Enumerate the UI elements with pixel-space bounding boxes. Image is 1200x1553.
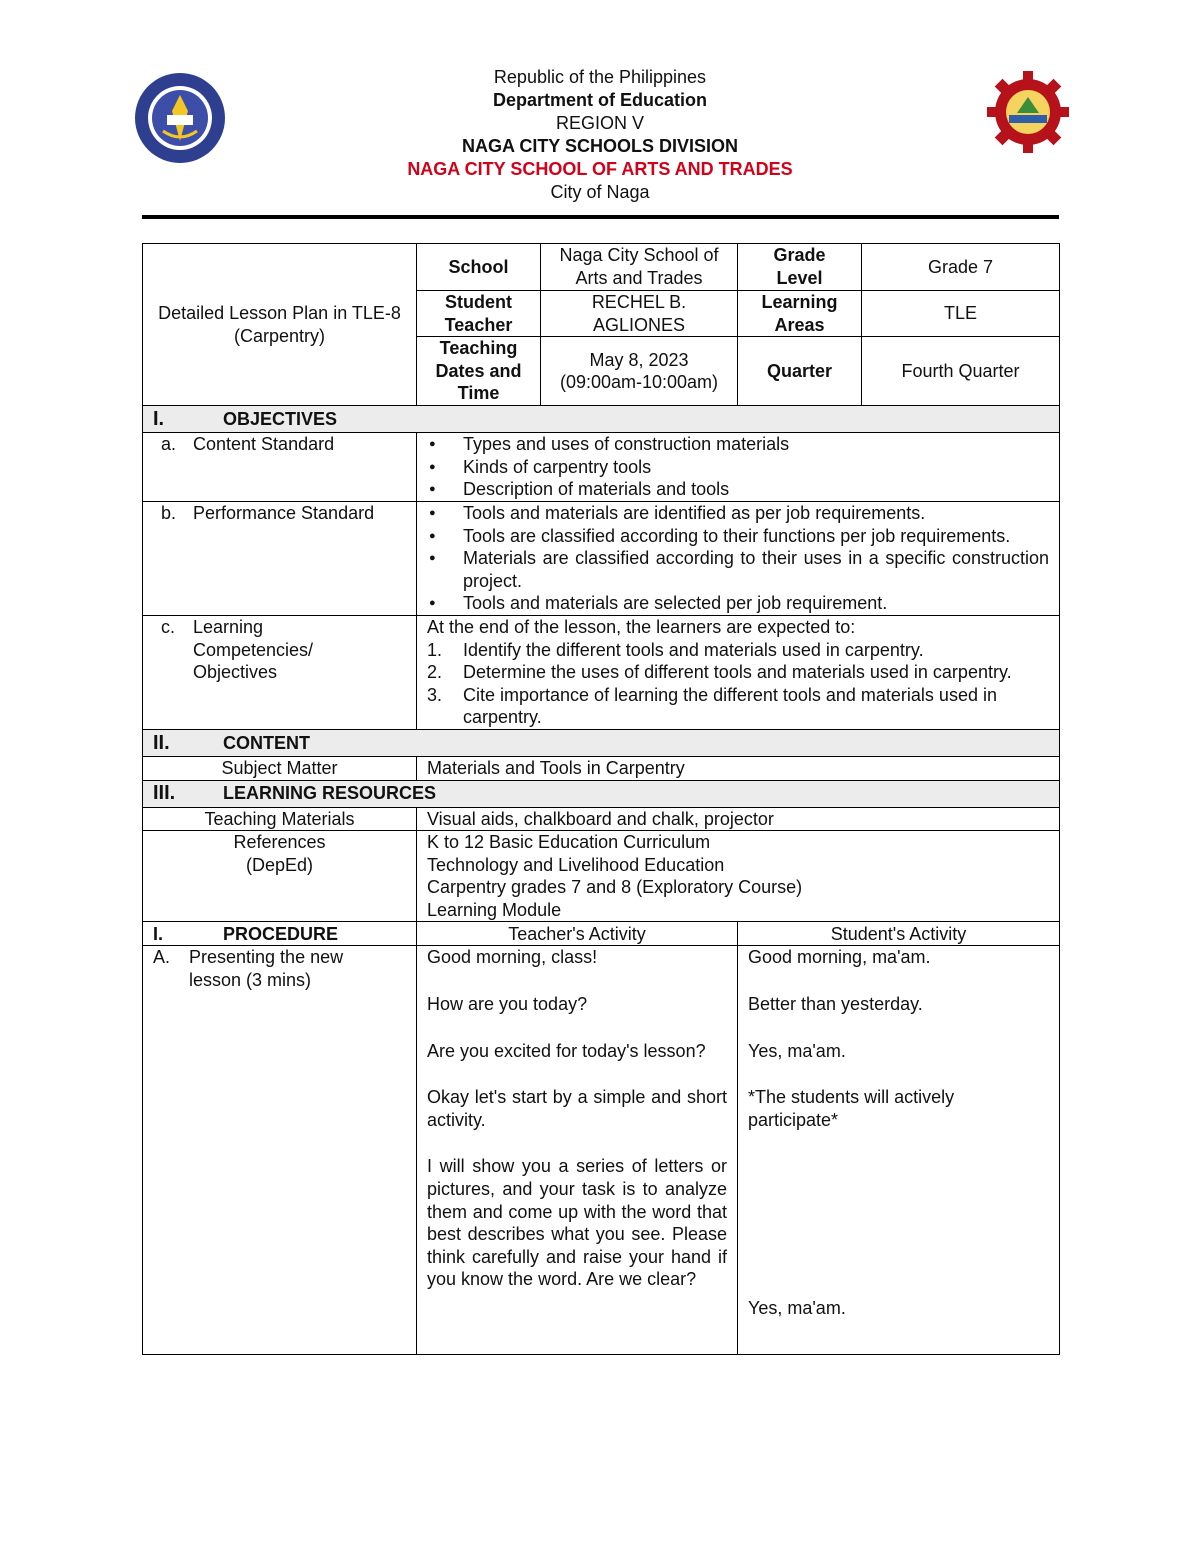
list-item: K to 12 Basic Education Curriculum [427, 832, 711, 853]
section-content [143, 729, 1060, 756]
content-standard-label [143, 433, 417, 502]
grade-value: Grade 7 [862, 244, 1060, 291]
header-department: Department of Education [492, 90, 707, 110]
quarter-label: Quarter [738, 337, 862, 406]
header-division: NAGA CITY SCHOOLS DIVISION [461, 136, 739, 156]
section-procedure-title: PROCEDURE [223, 923, 339, 944]
lesson-plan-table [142, 243, 1060, 1355]
list-item: ● Tools and materials are selected per job requirement. [463, 592, 1049, 615]
header-republic: Republic of the Philippines [493, 67, 707, 87]
performance-standard-label [143, 501, 417, 615]
section-procedure [143, 922, 417, 946]
list-item: 3. Cite importance of learning the different tools and materials used in carpentry. [427, 684, 997, 728]
header-school: NAGA CITY SCHOOL OF ARTS AND TRADES [407, 159, 793, 179]
student-line: Good morning, ma'am. [748, 947, 931, 968]
teacher-activity-header: Teacher's Activity [417, 922, 738, 946]
dates-label: Teaching Dates and Time [417, 337, 541, 406]
competency-label [143, 615, 417, 729]
section-resources [143, 780, 1060, 807]
teacher-value: RECHEL B. AGLIONES [541, 291, 738, 337]
list-item: 1. Identify the different tools and materials used in carpentry. [427, 639, 924, 660]
list-item: ● Tools and materials are identified as per job requirements. [463, 502, 1049, 525]
subject-matter-label: Subject Matter [143, 756, 417, 780]
list-item: ● Tools are classified according to their functions per job requirements. [463, 525, 1049, 548]
student-line: *The students will actively participate* [748, 1087, 955, 1130]
section-objectives [143, 406, 1060, 433]
content-standard-list [417, 433, 1060, 502]
procedure-step-letter: A. [153, 947, 171, 968]
school-label: School [417, 244, 541, 291]
school-value: Naga City School of Arts and Trades [541, 244, 738, 291]
teacher-line: I will show you a series of letters or pictures, and your task is to analyze them and come up with the word that best describes what you see. Please think carefully and raise your hand if you know the word. Are we clear? [427, 1156, 727, 1290]
section-objectives-title: OBJECTIVES [223, 408, 338, 429]
teacher-line: How are you today? [427, 994, 588, 1015]
section-content-title: CONTENT [223, 732, 310, 753]
competency-letter: c. [161, 616, 176, 637]
student-line: Yes, ma'am. [748, 1040, 846, 1061]
competency-intro: At the end of the lesson, the learners are expected to: [427, 616, 856, 637]
list-item: Carpentry grades 7 and 8 (Exploratory Course) [427, 877, 803, 898]
dates-value: May 8, 2023 (09:00am-10:00am) [541, 337, 738, 406]
teaching-materials-value: Visual aids, chalkboard and chalk, projector [417, 807, 1060, 831]
subject-matter-value: Materials and Tools in Carpentry [417, 756, 1060, 780]
section-procedure-number: I. [153, 923, 164, 944]
list-item: 2. Determine the uses of different tools and materials used in carpentry. [427, 662, 1012, 683]
header-city: City of Naga [550, 182, 650, 202]
list-item: Learning Module [427, 899, 562, 920]
section-resources-number: III. [153, 782, 176, 805]
teacher-line: Okay let's start by a simple and short activity. [427, 1087, 727, 1130]
performance-standard-letter: b. [161, 502, 177, 523]
list-item: ● Kinds of carpentry tools [463, 456, 1049, 479]
content-standard-text: Content Standard [193, 434, 335, 455]
list-item: Technology and Livelihood Education [427, 854, 725, 875]
list-item: ● Materials are classified according to their uses in a specific construction project. [463, 547, 1049, 592]
areas-label: Learning Areas [738, 291, 862, 337]
references-label: References (DepEd) [143, 831, 417, 922]
list-item: ● Types and uses of construction materials [463, 433, 1049, 456]
list-item: ● Description of materials and tools [463, 478, 1049, 501]
references-list [417, 831, 1060, 922]
student-activity-header: Student's Activity [738, 922, 1060, 946]
performance-standard-list [417, 501, 1060, 615]
student-line: Yes, ma'am. [748, 1298, 846, 1319]
procedure-step-text: Presenting the new lesson (3 mins) [189, 947, 344, 991]
areas-value: TLE [862, 291, 1060, 337]
teaching-materials-label: Teaching Materials [143, 807, 417, 831]
performance-standard-text: Performance Standard [193, 502, 375, 523]
teacher-line: Are you excited for today's lesson? [427, 1040, 706, 1061]
teacher-activity-cell [417, 946, 738, 1355]
section-content-number: II. [153, 731, 170, 754]
grade-label: Grade Level [738, 244, 862, 291]
teacher-label: Student Teacher [417, 291, 541, 337]
quarter-value: Fourth Quarter [862, 337, 1060, 406]
header-region: REGION V [555, 113, 644, 133]
header-divider [142, 215, 1059, 219]
plan-title: Detailed Lesson Plan in TLE-8 (Carpentry) [143, 244, 417, 406]
procedure-step-a [143, 946, 417, 1355]
competency-text: Learning Competencies/ Objectives [193, 616, 314, 683]
competency-list [417, 615, 1060, 729]
student-activity-cell [738, 946, 1060, 1355]
section-resources-title: LEARNING RESOURCES [223, 783, 437, 804]
document-header [0, 66, 1200, 204]
section-objectives-number: I. [153, 407, 165, 430]
student-line: Better than yesterday. [748, 994, 923, 1015]
teacher-line: Good morning, class! [427, 947, 598, 968]
content-standard-letter: a. [161, 434, 177, 455]
